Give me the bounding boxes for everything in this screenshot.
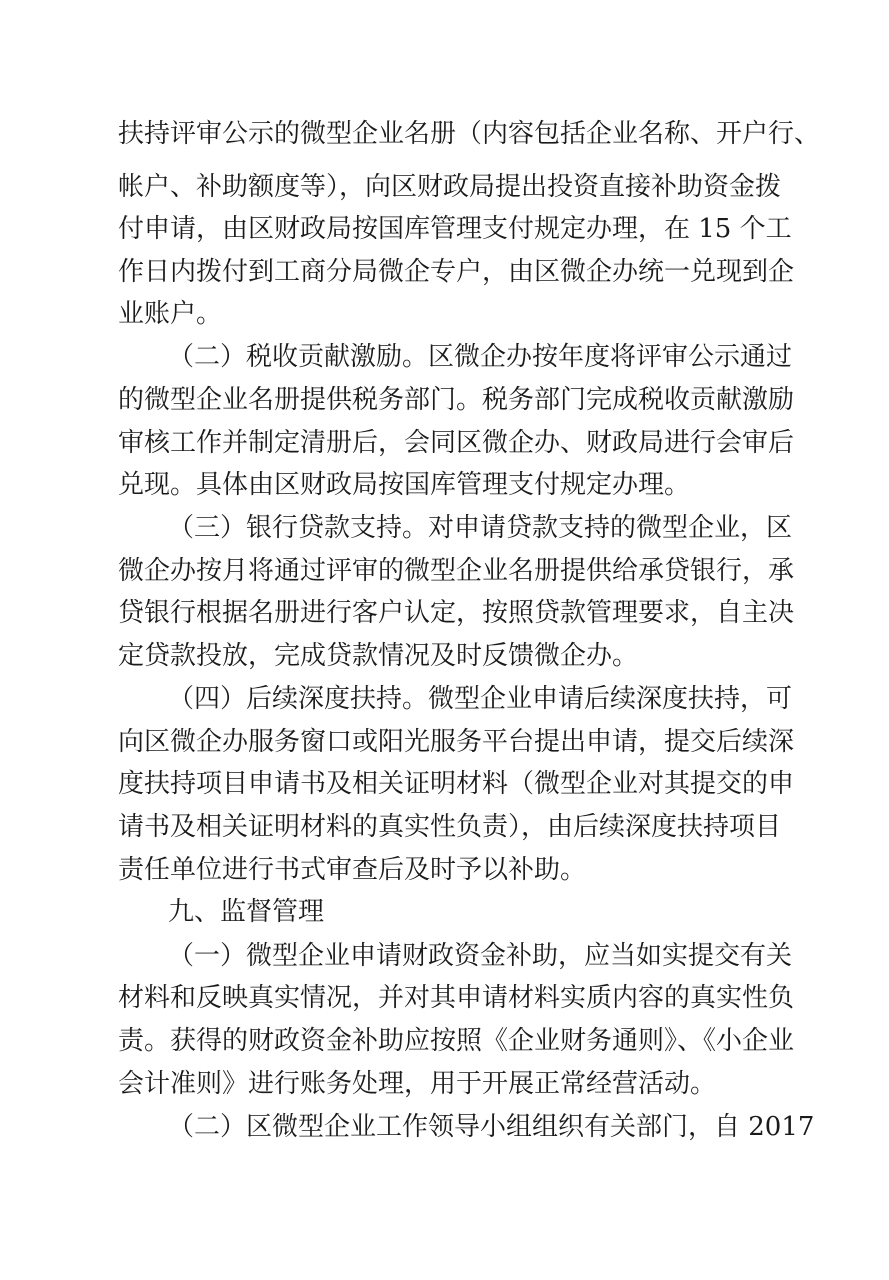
- body-line: 会计准则》进行账务处理，用于开展正常经营活动。: [118, 1069, 717, 1099]
- body-line: 的微型企业名册提供税务部门。税务部门完成税收贡献激励: [118, 385, 795, 415]
- body-line: 帐户、补助额度等），向区财政局提出投资直接补助资金拨: [118, 172, 782, 202]
- body-line: 责任单位进行书式审查后及时予以补助。: [118, 855, 587, 885]
- body-line: 微企办按月将通过评审的微型企业名册提供给承贷银行，承: [118, 556, 795, 586]
- body-line: 兑现。具体由区财政局按国库管理支付规定办理。: [118, 470, 691, 500]
- section-heading-line: （四）后续深度扶持。微型企业申请后续深度扶持，可: [168, 684, 793, 714]
- body-line: 责。获得的财政资金补助应按照《企业财务通则》、《小企业: [118, 1026, 795, 1056]
- body-line: 作日内拨付到工商分局微企专户，由区微企办统一兑现到企: [118, 257, 795, 287]
- body-line: 贷银行根据名册进行客户认定，按照贷款管理要求，自主决: [118, 598, 795, 628]
- section-heading-line: （三）银行贷款支持。对申请贷款支持的微型企业，区: [168, 513, 793, 543]
- chapter-heading: 九、监督管理: [168, 897, 325, 927]
- body-line: 业账户。: [118, 299, 223, 329]
- section-heading-line: （二）税收贡献激励。区微企办按年度将评审公示通过: [168, 342, 793, 372]
- body-line: 扶持评审公示的微型企业名册（内容包括企业名称、开户行、: [118, 119, 821, 149]
- body-line: 向区微企办服务窗口或阳光服务平台提出申请，提交后续深: [118, 727, 795, 757]
- body-line: 审核工作并制定清册后，会同区微企办、财政局进行会审后: [118, 428, 795, 458]
- body-line: 付申请，由区财政局按国库管理支付规定办理，在 15 个工: [118, 214, 792, 244]
- body-line: 请书及相关证明材料的真实性负责），由后续深度扶持项目: [118, 812, 782, 842]
- body-line: 材料和反映真实情况，并对其申请材料实质内容的真实性负: [118, 983, 795, 1013]
- section-heading-line: （二）区微型企业工作领导小组组织有关部门，自 2017: [168, 1112, 815, 1142]
- section-heading-line: （一）微型企业申请财政资金补助，应当如实提交有关: [168, 941, 793, 971]
- body-line: 度扶持项目申请书及相关证明材料（微型企业对其提交的申: [118, 769, 795, 799]
- body-line: 定贷款投放，完成贷款情况及时反馈微企办。: [118, 641, 639, 671]
